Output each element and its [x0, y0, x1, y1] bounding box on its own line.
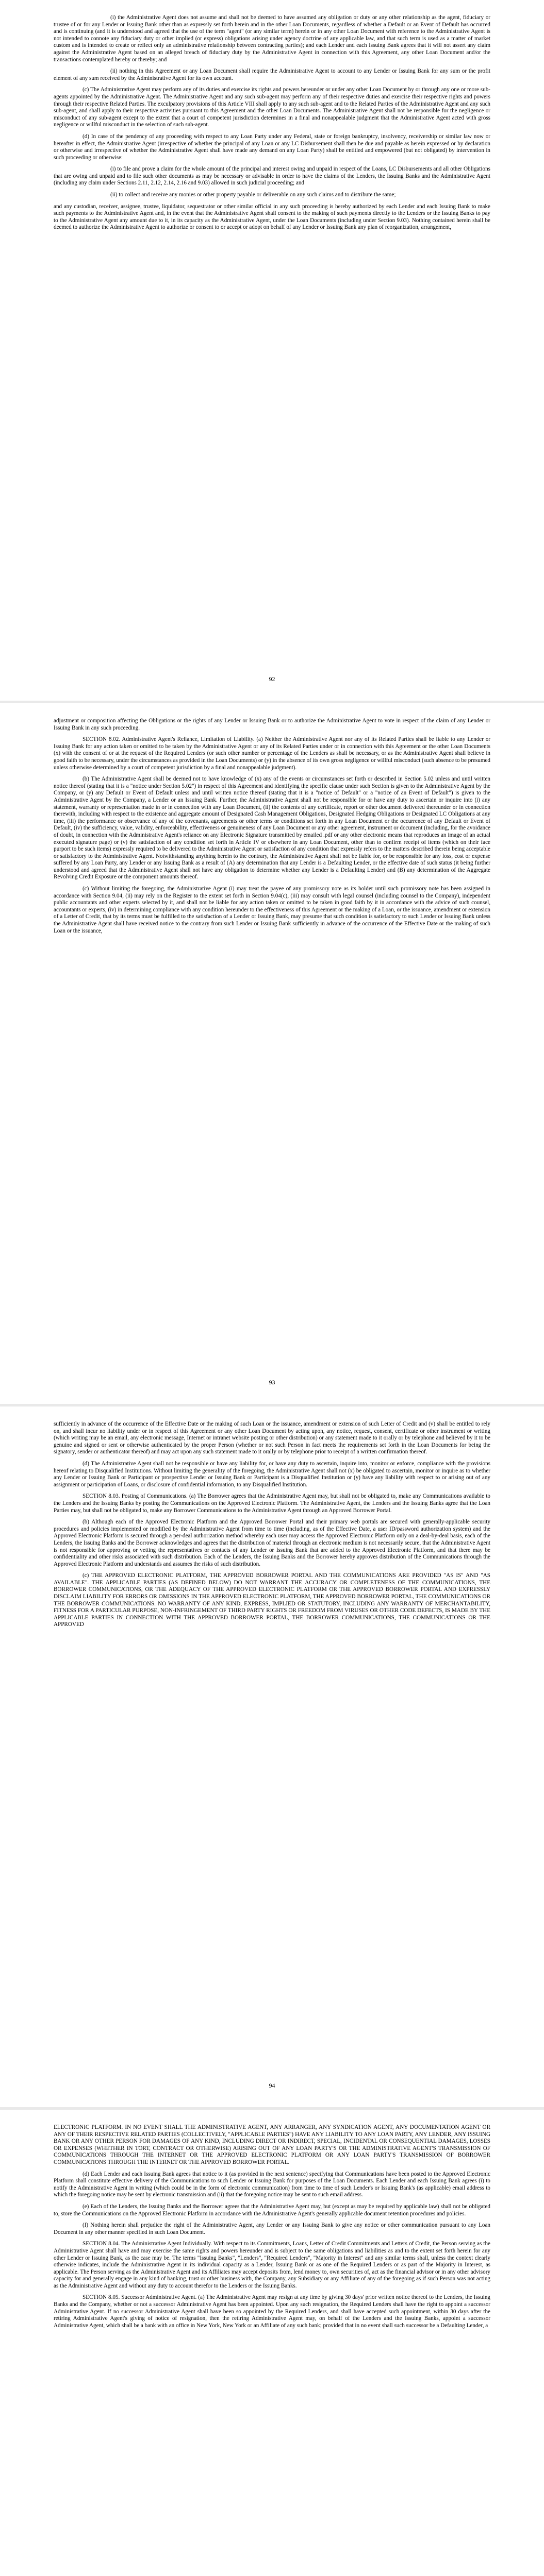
section-8-05: SECTION 8.05. Successor Administrative Agent. (a) The Administrative Agent may resign at any time by giving 30 days' prior written notice thereof to the Lenders, the Issuing Banks and the Company, whether or not a successor Administrative Agent has been appointed. Upon any such resignation, the Required Lenders shall have the right to appoint a successor Administrative Agent. If no successor Administrative Agent shall have been so appointed by the Required Lenders, and shall have accepted such appointment, within 30 days after the retiring Administrative Agent's giving of notice of resignation, then the retiring Administrative Agent may, on behalf of the Lenders and the Issuing Banks, appoint a successor Administrative Agent, which shall be a bank with an office in New York, New York or an Affiliate of any such bank; provided that in no event shall such successor be a Defaulting Lender, a	[54, 2294, 490, 2329]
paragraph-c: (c) The Administrative Agent may perform any of its duties and exercise its rights and powers hereunder or under any other Loan Document by or through any one or more sub-agents appointed by the Administrative Agent. The Administrative Agent and any such sub-agent may perform any of their respective duties and exercise their respective rights and powers through their respective Related Parties. The exculpatory provisions of this Article VIII shall apply to any such sub-agent and to the Related Parties of the Administrative Agent and any such sub-agent, and shall apply to their respective activities pursuant to this Agreement and the other Loan Documents. The Administrative Agent shall not be responsible for the negligence or misconduct of any sub-agent except to the extent that a court of competent jurisdiction determines in a final and nonappealable judgment that the Administrative Agent acted with gross negligence or willful misconduct in the selection of such sub-agent.	[54, 87, 490, 128]
page-number: 92	[269, 675, 275, 683]
paragraph-f: (f) Nothing herein shall prejudice the right of the Administrative Agent, any Lender or any Issuing Bank to give any notice or other communication pursuant to any Loan Document in any other manner specified in such Loan Document.	[54, 2222, 490, 2235]
paragraph-b-i: (i) the Administrative Agent does not assume and shall not be deemed to have assumed any obligation or duty or any other relationship as the agent, fiduciary or trustee of or for any Lender or Issuing Bank other than as expressly set forth herein and in the other Loan Documents, regardless of whether a Default or an Event of Default has occurred and is continuing (and it is understood and agreed that the use of the term "agent" (or any similar term) herein or in any other Loan Document with reference to the Administrative Agent is not intended to connote any fiduciary duty or other implied (or express) obligations arising under agency doctrine of any applicable law, and that such term is used as a matter of market custom and is intended to create or reflect only an administrative relationship between contracting parties); and each Lender and each Issuing Bank agrees that it will not assert any claim against the Administrative Agent based on an alleged breach of fiduciary duty by the Administrative Agent in connection with this Agreement, any other Loan Document and/or the transactions contemplated hereby or thereby; and	[54, 14, 490, 63]
paragraph-d-i: (i) to file and prove a claim for the whole amount of the principal and interest owing and unpaid in respect of the Loans, LC Disbursements and all other Obligations that are owing and unpaid and to file such other documents as may be necessary or advisable in order to have the claims of the Lenders, the Issuing Banks and the Administrative Agent (including any claim under Sections 2.11, 2.12, 2.14, 2.16 and 9.03) allowed in such judicial proceeding; and	[54, 166, 490, 187]
paragraph-b: (b) The Administrative Agent shall be deemed not to have knowledge of (x) any of the events or circumstances set forth or described in Section 5.02 unless and until written notice thereof (stating that it is a "notice under Section 5.02") in respect of this Agreement and identifying the specific clause under such Section is given to the Administrative Agent by the Company, or (y) any Default or Event of Default unless and until written notice thereof (stating that it is a "notice of Default" or a "notice of an Event of Default") is given to the Administrative Agent by the Company, a Lender or an Issuing Bank. Further, the Administrative Agent shall not be responsible for or have any duty to ascertain or inquire into (i) any statement, warranty or representation made in or in connection with any Loan Document, (ii) the contents of any certificate, report or other document delivered thereunder or in connection therewith, including with respect to the existence and aggregate amount of Designated Cash Management Obligations, Designated Hedging Obligations or Designated LC Obligations at any time, (iii) the performance or observance of any of the covenants, agreements or other terms or conditions set forth in any Loan Document or the occurrence of any Default or Event of Default, (iv) the sufficiency, value, validity, enforceability, effectiveness or genuineness of any Loan Document or any other agreement, instrument or document (including, for the avoidance of doubt, in connection with the Administrative Agent's reliance on any Electronic Signature transmitted by emailed .pdf or any other electronic means that reproduces an image of an actual executed signature page) or (v) the satisfaction of any condition set forth in Article IV or elsewhere in any Loan Document, other than to confirm receipt of items (which on their face purport to be such items) expressly required to be delivered to the Administrative Agent or satisfaction of any condition that expressly refers to the matters described therein being acceptable or satisfactory to the Administrative Agent. Notwithstanding anything herein to the contrary, the Administrative Agent shall not be liable for, or be responsible for any loss, cost or expense suffered by any Loan Party, any Lender or any Issuing Bank as a result of (A) any determination that any Lender is a Defaulting Lender, or the effective date of such status (it being further understood and agreed that the Administrative Agent shall not have any obligation to determine whether any Lender is a Defaulting Lender) and (B) any determination of the Aggregate Revolving Credit Exposure or the component amounts thereof.	[54, 776, 490, 880]
paragraph-continuation: adjustment or composition affecting the Obligations or the rights of any Lender or Issuing Bank or to authorize the Administrative Agent to vote in respect of the claim of any Lender or Issuing Bank in any such proceeding.	[54, 718, 490, 731]
paragraph-c-disclaimer: (c) THE APPROVED ELECTRONIC PLATFORM, THE APPROVED BORROWER PORTAL AND THE COMMUNICATIONS ARE PROVIDED "AS IS" AND "AS AVAILABLE". THE APPLICABLE PARTIES (AS DEFINED BELOW) DO NOT WARRANT THE ACCURACY OR COMPLETENESS OF THE COMMUNICATIONS, THE BORROWER COMMUNICATIONS, OR THE ADEQUACY OF THE APPROVED ELECTRONIC PLATFORM OR THE APPROVED BORROWER PORTAL AND EXPRESSLY DISCLAIM LIABILITY FOR ERRORS OR OMISSIONS IN THE APPROVED ELECTRONIC PLATFORM, THE APPROVED BORROWER PORTAL, THE COMMUNICATIONS OR THE BORROWER COMMUNICATIONS. NO WARRANTY OF ANY KIND, EXPRESS, IMPLIED OR STATUTORY, INCLUDING ANY WARRANTY OF MERCHANTABILITY, FITNESS FOR A PARTICULAR PURPOSE, NON-INFRINGEMENT OF THIRD PARTY RIGHTS OR FREEDOM FROM VIRUSES OR OTHER CODE DEFECTS, IS MADE BY THE APPLICABLE PARTIES IN CONNECTION WITH THE APPROVED BORROWER PORTAL, THE BORROWER COMMUNICATIONS, THE COMMUNICATIONS OR THE APPROVED	[54, 1572, 490, 1628]
paragraph-continuation: and any custodian, receiver, assignee, trustee, liquidator, sequestrator or other similar official in any such proceeding is hereby authorized by each Lender and each Issuing Bank to make such payments to the Administrative Agent and, in the event that the Administrative Agent shall consent to the making of such payments directly to the Lenders or the Issuing Banks to pay to the Administrative Agent any amount due to it, in its capacity as the Administrative Agent, under the Loan Documents (including under Section 9.03). Nothing contained herein shall be deemed to authorize the Administrative Agent to authorize or consent to or accept or adopt on behalf of any Lender or Issuing Bank any plan of reorganization, arrangement,	[54, 203, 490, 231]
document-page-93	[0, 703, 544, 1404]
paragraph-d-ii: (ii) to collect and receive any monies or other property payable or deliverable on any such claims and to distribute the same;	[110, 192, 396, 198]
paragraph-c: (c) Without limiting the foregoing, the Administrative Agent (i) may treat the payee of any promissory note as its holder until such promissory note has been assigned in accordance with Section 9.04, (ii) may rely on the Register to the extent set forth in Section 9.04(c), (iii) may consult with legal counsel (including counsel to the Company), independent public accountants and other experts selected by it, and shall not be liable for any action taken or omitted to be taken in good faith by it in accordance with the advice of such counsel, accountants or experts, (iv) in determining compliance with any condition hereunder to the effectiveness of this Agreement or the making of a Loan, or the issuance, amendment or extension of a Letter of Credit, that by its terms must be fulfilled to the satisfaction of a Lender or Issuing Bank, may presume that such condition is satisfactory to such Lender or Issuing Bank unless the Administrative Agent shall have received notice to the contrary from such Lender or Issuing Bank sufficiently in advance of the occurrence of the Effective Date or the making of such Loan or the issuance,	[54, 886, 490, 934]
section-8-04: SECTION 8.04. The Administrative Agent Individually. With respect to its Commitments, Loans, Letter of Credit Commitments and Letters of Credit, the Person serving as the Administrative Agent shall have and may exercise the same rights and powers hereunder and is subject to the same obligations and liabilities as and to the extent set forth herein for any other Lender or Issuing Bank, as the case may be. The terms "Issuing Banks", "Lenders", "Required Lenders", "Majority in Interest" and any similar terms shall, unless the context clearly otherwise indicates, include the Administrative Agent in its individual capacity as a Lender, Issuing Bank or as one of the Required Lenders or as part of the Majority in Interest, as applicable. The Person serving as the Administrative Agent and its Affiliates may accept deposits from, lend money to, own securities of, act as the financial advisor or in any other advisory capacity for and generally engage in any kind of banking, trust or other business with, the Company, any Subsidiary or any Affiliate of any of the foregoing as if such Person was not acting as the Administrative Agent and without any duty to account therefor to the Lenders or the Issuing Banks.	[54, 2241, 490, 2289]
paragraph-d: (d) The Administrative Agent shall not be responsible or have any liability for, or have any duty to ascertain, inquire into, monitor or enforce, compliance with the provisions hereof relating to Disqualified Institutions. Without limiting the generality of the foregoing, the Administrative Agent shall not (x) be obligated to ascertain, monitor or inquire as to whether any Lender or Issuing Bank or Participant or prospective Lender or Issuing Bank or Participant is a Disqualified Institution or (y) have any liability with respect to or arising out of any assignment or participation of Loans, or disclosure of confidential information, to any Disqualified Institution.	[54, 1460, 490, 1488]
paragraph-e: (e) Each of the Lenders, the Issuing Banks and the Borrower agrees that the Administrative Agent may, but (except as may be required by applicable law) shall not be obligated to, store the Communications on the Approved Electronic Platform in accordance with the Administrative Agent's generally applicable document retention procedures and policies.	[54, 2203, 490, 2217]
page-number: 93	[269, 1379, 275, 1386]
paragraph-continuation: sufficiently in advance of the occurrence of the Effective Date or the making of such Loan or the issuance, amendment or extension of such Letter of Credit and (v) shall be entitled to rely on, and shall incur no liability under or in respect of this Agreement or any other Loan Document by acting upon, any notice, request, consent, certificate or other instrument or writing (which writing may be an email, any electronic message, Internet or intranet website posting or other distribution) or any statement made to it orally or by telephone and believed by it to be genuine and signed or sent or otherwise authenticated by the proper Person (whether or not such Person in fact meets the requirements set forth in the Loan Documents for being the signatory, sender or authenticator thereof) and may act upon any such statement made to it orally or by telephone prior to receipt of a written confirmation thereof.	[54, 1421, 490, 1455]
paragraph-b-ii: (ii) nothing in this Agreement or any Loan Document shall require the Administrative Agent to account to any Lender or Issuing Bank for any sum or the profit element of any sum received by the Administrative Agent for its own account.	[54, 68, 490, 81]
paragraph-d: (d) Each Lender and each Issuing Bank agrees that notice to it (as provided in the next sentence) specifying that Communications have been posted to the Approved Electronic Platform shall constitute effective delivery of the Communications to such Lender or Issuing Bank for purposes of the Loan Documents. Each Lender and each Issuing Bank agrees (i) to notify the Administrative Agent in writing (which could be in the form of electronic communication) from time to time of such Lender's or Issuing Bank's (as applicable) email address to which the foregoing notice may be sent by electronic transmission and (ii) that the foregoing notice may be sent to such email address.	[54, 2171, 490, 2198]
section-8-03: SECTION 8.03. Posting of Communications. (a) The Borrower agrees that the Administrative Agent may, but shall not be obligated to, make any Communications available to the Lenders and the Issuing Banks by posting the Communications on the Approved Electronic Platform. The Administrative Agent, the Lenders and the Issuing Banks agree that the Loan Parties may, but shall not be obligated to, make any Borrower Communications to the Administrative Agent through an Approved Borrower Portal.	[54, 1493, 490, 1514]
paragraph-b: (b) Although each of the Approved Electronic Platform and the Approved Borrower Portal and their primary web portals are secured with generally-applicable security procedures and policies implemented or modified by the Administrative Agent from time to time (including, as of the Effective Date, a user ID/password authorization system) and the Approved Electronic Platform is secured through a per-deal authorization method whereby each user may access the Approved Electronic Platform only on a deal-by-deal basis, each of the Lenders, the Issuing Banks and the Borrower acknowledges and agrees that the distribution of material through an electronic medium is not necessarily secure, that the Administrative Agent is not responsible for approving or vetting the representatives or contacts of any Lender or Issuing Bank that are added to the Approved Electronic Platform, and that there may be confidentiality and other risks associated with such distribution. Each of the Lenders, the Issuing Banks and the Borrower hereby approves distribution of the Communications through the Approved Electronic Platform and understands and assumes the risks of such distribution.	[54, 1519, 490, 1567]
document-page-94	[0, 1406, 544, 2107]
page-number: 94	[269, 2082, 275, 2089]
document-page-92	[0, 0, 544, 701]
section-8-02: SECTION 8.02. Administrative Agent's Reliance, Limitation of Liability. (a) Neither the Administrative Agent nor any of its Related Parties shall be liable to any Lender or Issuing Bank for any action taken or omitted to be taken by the Administrative Agent or any of its Related Parties under or in connection with this Agreement or the other Loan Documents (x) with the consent of or at the request of the Required Lenders (or such other number or percentage of the Lenders as shall be necessary, or as the Administrative Agent shall believe in good faith to be necessary, under the circumstances as provided in the Loan Documents) or (y) in the absence of its own gross negligence or willful misconduct (such absence to be presumed unless otherwise determined by a court of competent jurisdiction by a final and nonappealable judgment).	[54, 736, 490, 771]
paragraph-d: (d) In case of the pendency of any proceeding with respect to any Loan Party under any Federal, state or foreign bankruptcy, insolvency, receivership or similar law now or hereafter in effect, the Administrative Agent (irrespective of whether the principal of any Loan or any LC Disbursement shall then be due and payable as herein expressed or by declaration or otherwise and irrespective of whether the Administrative Agent shall have made any demand on any Loan Party) shall be entitled and empowered (but not obligated) by intervention in such proceeding or otherwise:	[54, 133, 490, 161]
document-page-95	[0, 2110, 544, 2576]
paragraph-continuation-disclaimer: ELECTRONIC PLATFORM. IN NO EVENT SHALL THE ADMINISTRATIVE AGENT, ANY ARRANGER, ANY SYNDICATION AGENT, ANY DOCUMENTATION AGENT OR ANY OF THEIR RESPECTIVE RELATED PARTIES (COLLECTIVELY, "APPLICABLE PARTIES") HAVE ANY LIABILITY TO ANY LOAN PARTY, ANY LENDER, ANY ISSUING BANK OR ANY OTHER PERSON FOR DAMAGES OF ANY KIND, INCLUDING DIRECT OR INDIRECT, SPECIAL, INCIDENTAL OR CONSEQUENTIAL DAMAGES, LOSSES OR EXPENSES (WHETHER IN TORT, CONTRACT OR OTHERWISE) ARISING OUT OF ANY LOAN PARTY'S OR THE ADMINISTRATIVE AGENT'S TRANSMISSION OF COMMUNICATIONS THROUGH THE INTERNET OR THE APPROVED ELECTRONIC PLATFORM OR ANY LOAN PARTY'S TRANSMISSION OF BORROWER COMMUNICATIONS THROUGH THE INTERNET OR THE APPROVED BORROWER PORTAL.	[54, 2124, 490, 2165]
